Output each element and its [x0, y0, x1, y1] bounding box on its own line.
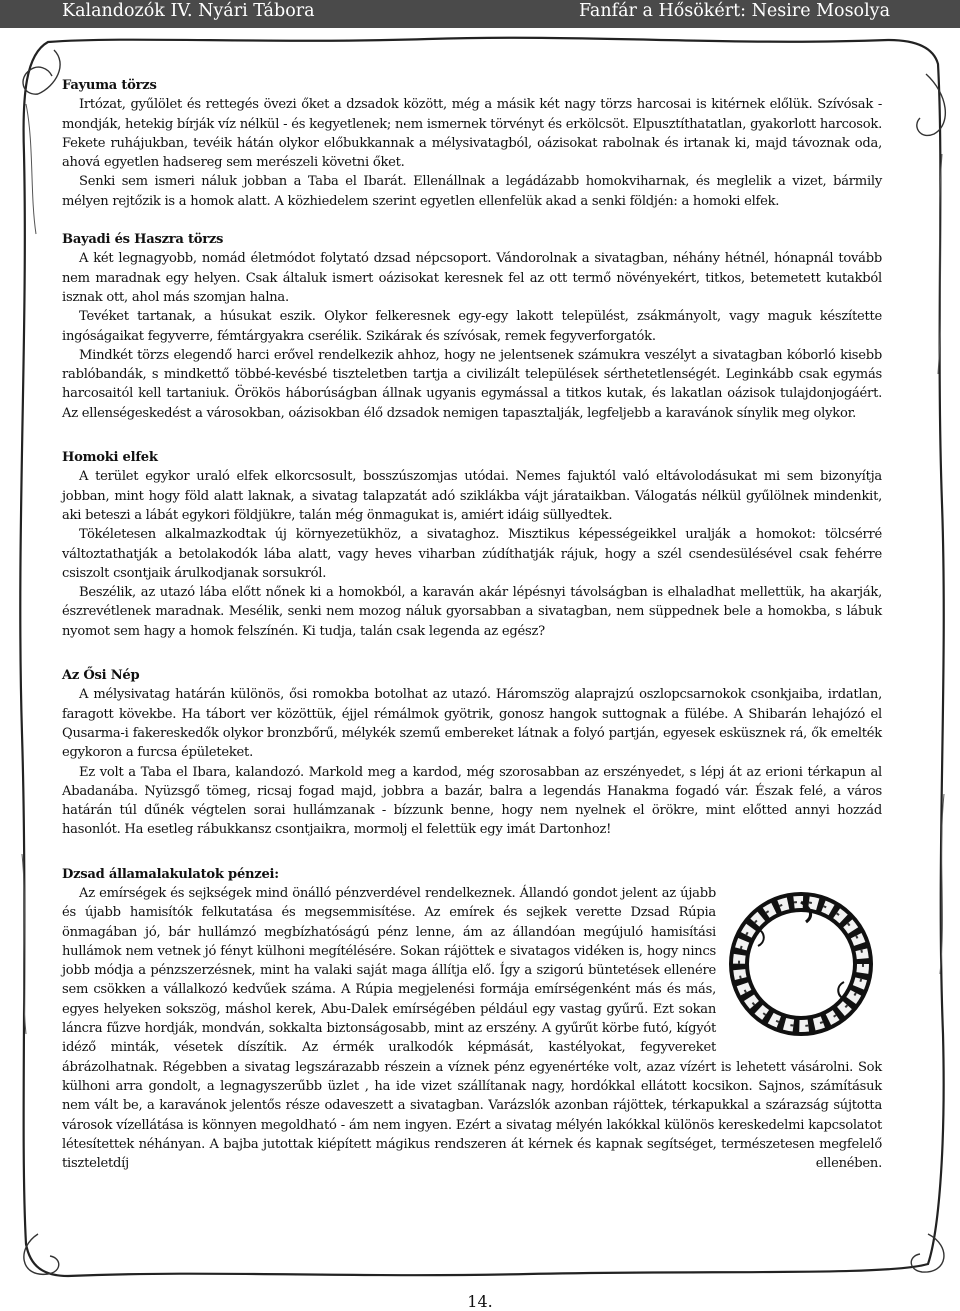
section-title: Az Ősi Nép	[62, 668, 140, 684]
paragraph: Az emírségek és sejkségek mind önálló pénzverdével rendelkeznek. Állandó gondot jelent az újabb és újabb hamisítók felkutatása és megsemmisítése. Az emírek és sejkek verette Dzsad Rúpia önmagában jó, bár hullámzó megbízhatóságú pénz lenne, ám az állandóan megújuló hamisítási hullámok nem vetnek jó fényt külhoni megítélésére. Sokan rájöttek e sivatagos vidéken is, hogy nincs jobb módja a pénzszerzésnek, mint ha valaki saját maga állítja elő. Így a szigorú büntetések ellenére sem csökken a vállalkozó kedvűek száma. A Rúpia megjelenési formája emírségenként más és más, egyes helyeken sokszög, máshol kerek, Abu-Dalek emírségében például egy vastag gyűrű. Ezt sokan láncra fűzve hordják, mondván, sokkalta biztonságosabb, mint az erszény. A gyűrűt körbe futó, kígyót idéző minták, vésetek díszítik. Az érmék uralkodók képmását, kastélyokat, fegyvereket ábrázolhatnak. Régebben a sivatag legszárazabb részein a víznek pénz egyenértéke volt, azaz vízért is lehetett vásárolni. Sok külhoni arra gondolt, a legnagyszerűbb üzlet , ha ide vizet szállítanak nagy, hordókkal ellátott kocsikon. Sajnos, számításuk nem vált be, a karavánok jelentős része odaveszett a sivatagban. Varázslók azonban rájöttek, térkapukkal a szárazság sújtotta városok vízellátása is könnyen megoldható - ám nem ingyen. Ezért a sivatag mélyén lakókkal különös kereskedelmi kapcsolatot létesítettek néhányan. A bajba jutottak kiépített mágikus rendszeren át kérnek és kapnak segítséget, természetesen megfelelő tiszteletdíj ellenében.	[62, 885, 882, 1172]
section-money	[62, 865, 882, 1174]
paragraph: Irtózat, gyűlölet és rettegés övezi őket a dzsadok között, még a másik két nagy törzs harcosai is kitérnek előlük. Szívósak - mondják, hetekig bírják víz nélkül - és kegyetlenek; nem ismernek törvényt és erkölcsöt. Elpusztíthatatlan, gyakorlott harcosok. Fekete ruhájukban, tevéik hátán olykor előbukkannak a mélysivatagból, oázisokat rabolnak és irtanak ki, majd távoznak oda, ahová egyetlen hadsereg sem merészeli követni őket.	[62, 97, 882, 171]
section-title: Dzsad államalakulatok pénzei:	[62, 866, 279, 882]
paragraph: Ez volt a Taba el Ibara, kalandozó. Markold meg a kardod, még szorosabban az erszényedet, s lépj át az erioni térkapun al Abadanába. Nyüzsgő tömeg, ricsaj fogad majd, jobbra a bazár, balra a legendás Hanakma fogadó vár. Észak felé, a város határán túl dűnék végtelen sorai hullámzanak - bízzunk benne, hogy nem nyelnek el örökre, mint előtted annyi hozzád hasonlót. Ha esetleg rábukkansz csontjaikra, mormolj el felettük egy imát Dartonhoz!	[62, 764, 882, 838]
section-title: Bayadi és Haszra törzs	[62, 232, 224, 248]
paragraph: Senki sem ismeri náluk jobban a Taba el Ibarát. Ellenállnak a legádázabb homokviharnak, és meglelik a vizet, bármily mélyen rejtőzik is a homok alatt. A közhiedelem szerint egyetlen ellenfelük akad a senki földjén: a homoki elfek.	[62, 174, 882, 209]
serpent-ring-coin-icon	[726, 888, 876, 1040]
paragraph: A mélysivatag határán különös, ősi romokba botolhat az utazó. Háromszög alaprajzú oszlopcsarnokok csonkjaiba, irdatlan, faragott kövekbe. Ha tábort ver közöttük, éjjel rémálmok gyötrik, gonosz hangok suttognak a fülébe. A Shibarán lehajózó el Qusarma-i fakereskedők olykor bronzbőrű, mélykék szemű embereket látnak a folyó partján, egyesek esküsznek rá, ők emelték egykoron a furcsa épületeket.	[62, 687, 882, 761]
paragraph: Mindkét törzs elegendő harci erővel rendelkezik ahhoz, hogy ne jelentsenek számukra veszélyt a sivatagban kóborló kisebb rablóbandák, s mindkettő többé-kevésbé tiszteletben tartja a civilizált települések sérthetetlenségét. Leginkább csak egymás harcosaitól kell tartaniuk. Örökös háborúságban állnak ugyanis egymással a titkos kutak, és lakatlan oázisok tulajdonjogáért. Az ellenségeskedést a városokban, oázisokban élő dzsadok nemigen tapasztalják, legfeljebb a karavánok sínylik meg olykor.	[62, 347, 882, 421]
section-title: Fayuma törzs	[62, 78, 157, 93]
page-number: 14.	[467, 1292, 493, 1311]
page-header	[0, 0, 960, 28]
header-right-title: Fanfár a Hősökért: Nesire Mosolya	[578, 1, 890, 21]
section-osi-nep	[62, 666, 882, 840]
paragraph: Beszélik, az utazó lába előtt nőnek ki a homokból, a karaván akár lépésnyi távolságban is elhaladhat mellettük, ha akarják, észrevétlenek maradnak. Mesélik, senki nem mozog náluk gyorsabban a sivatagban, nem süppednek bele a homokba, s lábuk nyomot sem hagy a homok felszínén. Ki tudja, talán csak legenda az egész?	[62, 585, 882, 639]
header-left-title: Kalandozók IV. Nyári Tábora	[62, 1, 315, 21]
section-title: Homoki elfek	[62, 450, 158, 466]
page-content	[62, 76, 882, 1173]
section-bayadi-haszra	[62, 230, 882, 423]
paragraph: Tevéket tartanak, a húsukat eszik. Olykor felkeresnek egy-egy lakott települést, zsákmányolt, vagy maguk készítette ingóságaikat fegyverre, fémtárgyakra cserélik. Szikárak és szívósak, remek fegyverforgatók.	[62, 309, 882, 344]
paragraph: A két legnagyobb, nomád életmódot folytató dzsad népcsoport. Vándorolnak a sivatagban, néhány hétnél, hónapnál tovább nem maradnak egy helyen. Csak általuk ismert oázisokat keresnek fel az ott termő növényekért, titkos, betemetett kutakból isznak ott, ahol más szomjan halna.	[62, 251, 882, 305]
section-homoki-elfek	[62, 448, 882, 641]
paragraph: Tökéletesen alkalmazkodtak új környezetükhöz, a sivataghoz. Misztikus képességeikkel uralják a homokot: tölcsérré változtathatják a betolakodók lába alatt, vagy heves viharban zúdíthatják rájuk, hogy a szél csendesülésével csak fehérre csiszolt csontjaik árulkodjanak sorsukról.	[62, 527, 882, 581]
paragraph: A terület egykor uraló elfek elkorcsosult, bosszúszomjas utódai. Nemes fajuktól való eltávolodásukat mi sem bizonyítja jobban, mint hogy föld alatt laknak, a sivatag talapzatát adó sziklákba vájt járataikban. Válogatás nélkül gyűlölnek mindenkit, aki beteszi a lábát egykori földjükre, talán még önmagukat is, amiért idáig süllyedtek.	[62, 469, 882, 523]
section-fayuma	[62, 76, 882, 211]
